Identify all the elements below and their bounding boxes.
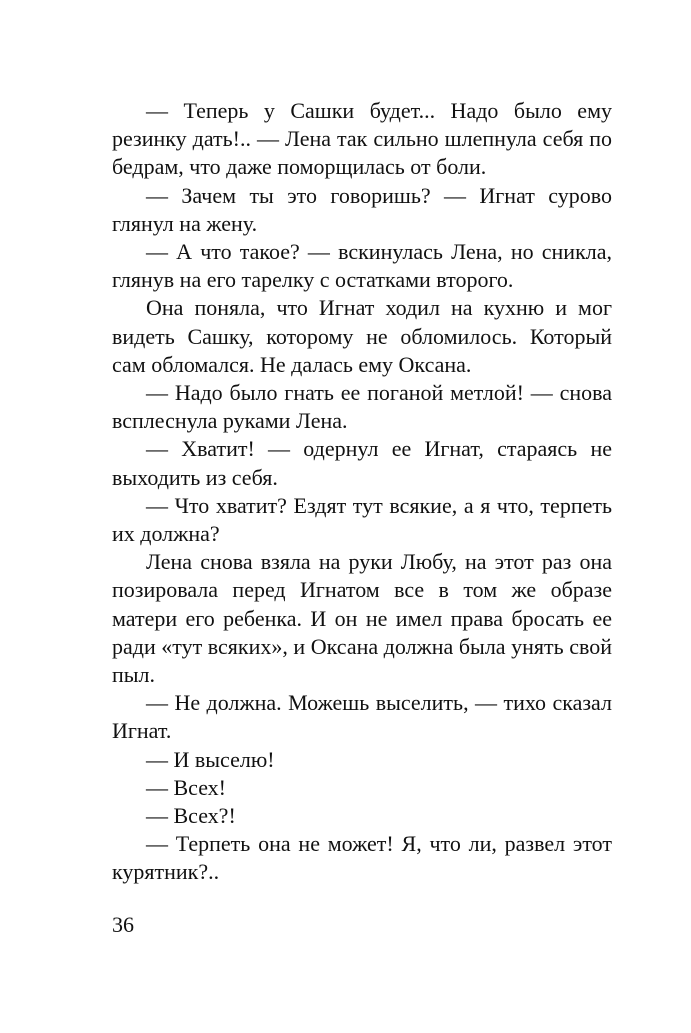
- paragraph-3: — А что такое? — вскинулась Лена, но сникла, глянув на его тарелку с остатками второго.: [112, 239, 612, 293]
- paragraph-10: — И выселю!: [146, 746, 275, 772]
- page-number: 36: [112, 912, 134, 937]
- page-text: [112, 97, 612, 887]
- paragraph-4: Она поняла, что Игнат ходил на кухню и мог видеть Сашку, которому не обломилось. Который сам обломался. Не далась ему Оксана.: [112, 295, 612, 377]
- paragraph-7: — Что хватит? Ездят тут всякие, а я что, терпеть их должна?: [112, 492, 612, 547]
- paragraph-9: — Не должна. Можешь выселить, — тихо сказал Игнат.: [112, 690, 612, 744]
- paragraph-11: — Всех!: [146, 774, 227, 800]
- paragraph-12: — Всех?!: [146, 803, 236, 829]
- paragraph-8: Лена снова взяла на руки Любу, на этот раз она позировала перед Игнатом все в том же образе матери его ребенка. И он не имел права бросать ее ради «тут всяких», и Оксана должна была унять свой пыл.: [112, 549, 612, 688]
- paragraph-6: — Хватит! — одернул ее Игнат, стараясь не выходить из себя.: [112, 436, 612, 490]
- paragraph-13: — Терпеть она не может! Я, что ли, развел этот курятник?..: [112, 831, 612, 885]
- paragraph-5: — Надо было гнать ее поганой метлой! — снова всплеснула руками Лена.: [112, 380, 612, 434]
- paragraph-1: — Теперь у Сашки будет... Надо было ему резинку дать!.. — Лена так сильно шлепнула себя по бедрам, что даже поморщилась от боли.: [112, 98, 612, 180]
- paragraph-2: — Зачем ты это говоришь? — Игнат сурово глянул на жену.: [112, 182, 612, 236]
